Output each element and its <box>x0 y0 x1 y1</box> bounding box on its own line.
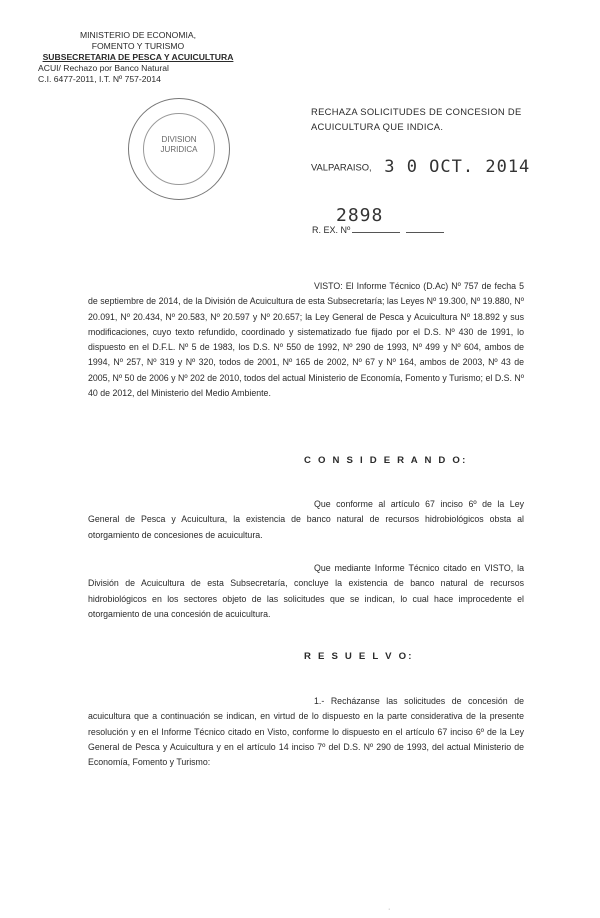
blank-line <box>352 224 400 233</box>
undersecretariat-line: SUBSECRETARIA DE PESCA Y ACUICULTURA <box>42 52 234 62</box>
ministry-line-1: MINISTERIO DE ECONOMIA, <box>79 30 197 40</box>
resuelvo-heading: R E S U E L V O: <box>304 651 414 662</box>
page-mark: · <box>388 906 391 913</box>
seal-text-line-1: DIVISION <box>161 135 197 144</box>
resolution-number: 2898 <box>336 205 384 226</box>
resuelvo-paragraph-1: 1.- Recházanse las solicitudes de concesión de acuicultura que a continuación se indican, en virtud de lo dispuesto en la parte considerativa de la presente resolución y en el Informe Técnico citado en Visto, conforme lo dispuesto en el artículo 67 inciso 6º de la Ley General de Pesca y Acuicultura y en el artículo 14 inciso 7º del D.S. Nº 290 de 1993, del actual Ministerio de Economía, Fomento y Turismo: <box>88 696 524 768</box>
visto-paragraph: VISTO: El Informe Técnico (D.Ac) Nº 757 de fecha 5 de septiembre de 2014, de la División de Acuicultura de esta Subsecretaría; las Leyes Nº 19.300, Nº 19.880, Nº 20.091, Nº 20.434, Nº 20.583, Nº 20.597 y Nº 20.657; la Ley General de Pesca y Acuicultura Nº 18.892 y sus modificaciones, cuyo texto refundido, coordinado y sistematizado fue fijado por el D.S. Nº 430 de 1991, lo dispuesto en el D.F.L. Nº 5 de 1983, los D.S. Nº 550 de 1992, Nº 290 de 1993, Nº 499 y Nº 604, ambos de 1994, Nº 257, Nº 319 y Nº 320, todos de 2001, Nº 165 de 2002, Nº 67 y Nº 164, ambos de 2003, Nº 43 de 2005, Nº 50 de 2006 y Nº 202 de 2010, todos del actual Ministerio de Economía, Fomento y Turismo; el D.S. Nº 40 de 2012, del Ministerio del Medio Ambiente. <box>88 281 524 399</box>
case-line: C.I. 6477-2011, I.T. Nº 757-2014 <box>38 74 161 84</box>
considerando-paragraph-1: Que conforme al artículo 67 inciso 6º de la Ley General de Pesca y Acuicultura, la existencia de banco natural de recursos hidrobiológicos obsta al otorgamiento de concesiones de acuicultura. <box>88 499 524 540</box>
reference-line: ACUI/ Rechazo por Banco Natural <box>38 63 169 73</box>
document-title: RECHAZA SOLICITUDES DE CONCESION DE ACUICULTURA QUE INDICA. <box>311 106 522 132</box>
considerando-paragraph-2: Que mediante Informe Técnico citado en VISTO, la División de Acuicultura de esta Subsecretaría, concluye la existencia de banco natural de recursos hidrobiológicos en los sectores objeto de las solicitudes que se indican, lo cual hace improcedente el otorgamiento de una concesión de acuicultura. <box>88 563 524 619</box>
ministry-line-2: FOMENTO Y TURISMO <box>91 41 185 51</box>
city-label: VALPARAISO, <box>311 161 372 173</box>
date-stamp: 3 0 OCT. 2014 <box>384 157 531 177</box>
official-seal <box>128 98 230 200</box>
blank-line <box>406 224 444 233</box>
date-line <box>311 157 530 177</box>
letterhead <box>38 30 238 85</box>
seal-text-line-2: JURIDICA <box>160 145 198 154</box>
seal-text <box>129 135 229 155</box>
resolution-label: R. EX. Nº <box>312 225 351 235</box>
considerando-heading: C O N S I D E R A N D O: <box>304 455 468 466</box>
resolution-label-line <box>312 224 444 235</box>
